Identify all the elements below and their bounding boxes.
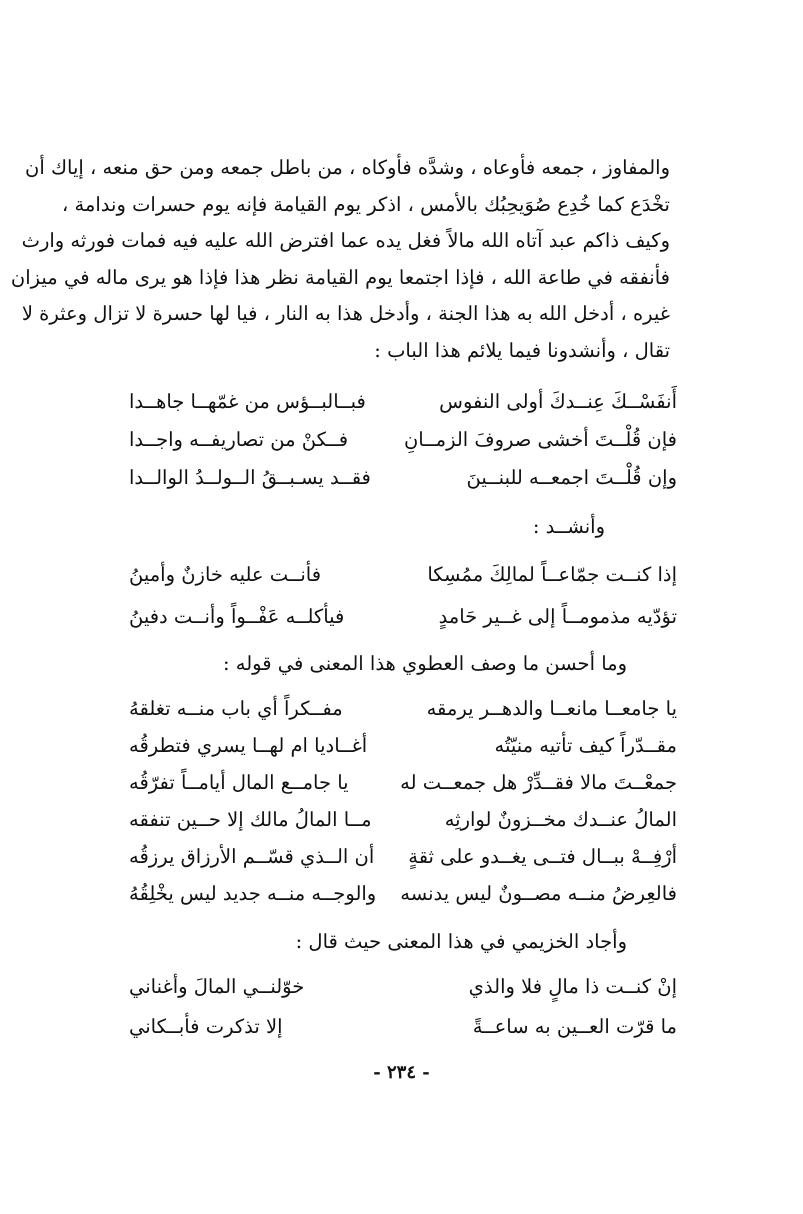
hemistich-first: يا جامعــا مانعــا والدهــر يرمقه [426, 697, 677, 720]
verse-line [129, 734, 677, 771]
hemistich-first: ما قرّت العــين به ساعــةً [472, 1015, 677, 1038]
hemistich-first: مقــدّراً كيف تأتيه منيّتُه [494, 734, 677, 757]
prose-line: والمفاوز ، جمعه فأوعاه ، وشدَّه فأوكاه ، من باطل جمعه ومن حق منعه ، إياك أن [25, 156, 670, 179]
poem-4 [129, 975, 677, 1055]
hemistich-first: المالُ عنــدك مخــزونٌ لوارثِه [444, 808, 677, 831]
hemistich-first: إذا كنــت جمّاعــاً لمالِكَ ممُسِكا [427, 563, 677, 586]
hemistich-second: فبــالبــؤس من غمّهــا جاهــدا [129, 390, 366, 413]
hemistich-first: جمعْــتَ مالا فقــدِّرْ هل جمعــت له [400, 771, 677, 794]
verse-line [129, 845, 677, 882]
hemistich-first: إنْ كنــت ذا مالٍ فلا والذي [468, 975, 677, 998]
poem-intro: وأنشــد : [532, 515, 605, 538]
prose-line: وكيف ذاكم عبد آتاه الله مالاً فغل يده عما افترض الله عليه فيه فمات فورثه وارث [21, 229, 670, 253]
poem-intro: وما أحسن ما وصف العطوي هذا المعنى في قوله : [223, 652, 627, 675]
prose-line: فأنفقه في طاعة الله ، فإذا اجتمعا يوم القيامة نظر هذا فإذا هو يرى ماله في ميزان [10, 265, 670, 289]
verse-line [129, 771, 677, 808]
verse-line [129, 390, 677, 428]
prose-line: غيره ، أدخل الله به هذا الجنة ، وأدخل هذا به النار ، فيا لها حسرة لا تزال وعثرة لا [21, 302, 670, 326]
hemistich-second: مــا المالُ مالك إلا حــين تنفقه [129, 808, 372, 831]
verse-line [129, 975, 677, 1015]
page-number: - ٢٣٤ - [373, 1062, 430, 1083]
hemistich-second: أغــاديا ام لهــا يسري فتطرقُه [129, 734, 368, 757]
hemistich-second: يا جامــع المال أيامــاً تفرّقُه [129, 771, 349, 794]
hemistich-second: أن الــذي قسّــم الأرزاق يرزقُه [129, 845, 375, 868]
hemistich-second: فيأكلــه عَفْــواً وأنــت دفينُ [129, 605, 345, 628]
hemistich-second: فأنــت عليه خازنٌ وأمينُ [129, 563, 322, 586]
hemistich-second: إلا تذكرت فأبــكاني [129, 1015, 283, 1038]
poem-3 [129, 697, 677, 919]
poem-intro: وأجاد الخزيمي في هذا المعنى حيث قال : [295, 930, 627, 953]
verse-line [129, 428, 677, 466]
hemistich-first: أَنفَسْــكَ عِنــدكَ أولى النفوس [439, 390, 677, 413]
hemistich-second: فــكنْ من تصاريفــه واجــدا [129, 428, 349, 451]
verse-line [129, 563, 677, 605]
hemistich-first: وإن قُلْــتَ اجمعــه للبنــينَ [466, 466, 677, 489]
verse-line [129, 697, 677, 734]
hemistich-second: والوجــه منــه جديد ليس يخْلِقُهُ [129, 882, 377, 905]
prose-line: تقال ، وأنشدونا فيما يلائم هذا الباب : [374, 338, 670, 362]
hemistich-first: فإن قُلْــتَ أخشى صروفَ الزمــانِ [403, 428, 677, 451]
verse-line [129, 882, 677, 919]
hemistich-first: فالعِرضُ منــه مصــونٌ ليس يدنسه [400, 882, 677, 905]
hemistich-first: أرْفِــهْ ببــال فتــى يغــدو على ثقةٍ [408, 845, 677, 868]
hemistich-second: مفــكراً أي باب منــه تغلقهُ [129, 697, 343, 720]
hemistich-first: تؤدّيه مذمومــاً إلى غــير حَامدٍ [438, 605, 677, 628]
verse-line [129, 466, 677, 504]
poem-2 [129, 563, 677, 647]
verse-line [129, 1015, 677, 1055]
verse-line [129, 808, 677, 845]
prose-paragraph [10, 150, 670, 370]
hemistich-second: خوّلنــي المالَ وأغناني [129, 975, 305, 998]
verse-line [129, 605, 677, 647]
prose-line: تخْدَع كما خُدِع صُوَيحِبُك بالأمس ، اذكر يوم القيامة فإنه يوم حسرات وندامة ، [61, 192, 670, 216]
hemistich-second: فقــد يسـبــقُ الــولــدُ الوالــدا [129, 466, 371, 489]
poem-1 [129, 390, 677, 504]
